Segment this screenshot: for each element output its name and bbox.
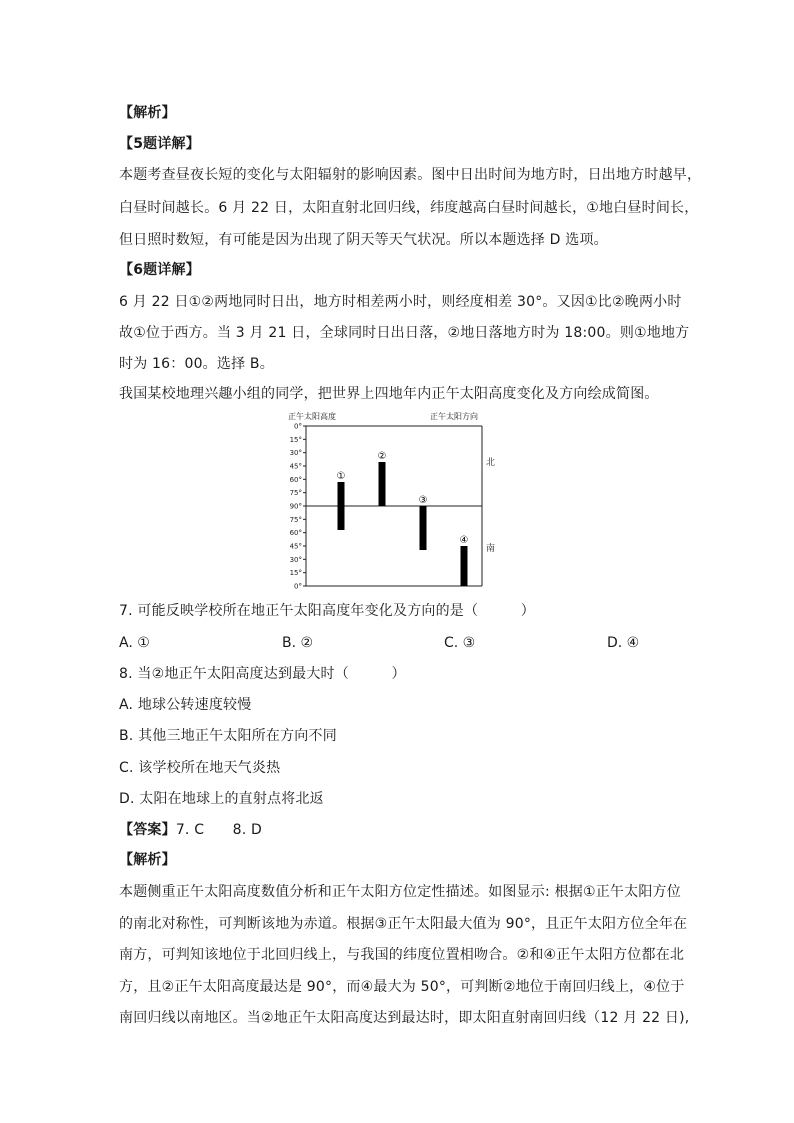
q5-text-line: 但日照时数短，有可能是因为出现了阴天等天气状况。所以本题选择 D 选项。 bbox=[119, 232, 608, 248]
answer-value: 7. C 8. D bbox=[175, 822, 262, 838]
q5-detail-heading: 【5题详解】 bbox=[119, 136, 200, 152]
y-tick-label: 0° bbox=[294, 582, 302, 591]
q8-stem: 8. 当②地正午太阳高度达到最大时（ ） bbox=[119, 666, 406, 682]
q7-option-c[interactable]: C. ③ bbox=[444, 635, 476, 651]
chart-title-left: 正午太阳高度 bbox=[288, 412, 336, 421]
q5-text-line: 白昼时间越长。6 月 22 日，太阳直射北回归线，纬度越高白昼时间越长，①地白昼时间长， bbox=[119, 200, 699, 216]
bar-label-2: ② bbox=[377, 451, 387, 462]
y-tick-label: 60° bbox=[289, 475, 302, 484]
south-label: 南 bbox=[486, 544, 496, 554]
analysis-text-line: 的南北对称性，可判断该地为赤道。根据③正午太阳最大值为 90°，且正午太阳方位全年在 bbox=[119, 916, 688, 932]
bar-4 bbox=[461, 546, 468, 586]
q7-stem: 7. 可能反映学校所在地正午太阳高度年变化及方向的是（ ） bbox=[119, 603, 536, 619]
q8-option-c[interactable]: C. 该学校所在地天气炎热 bbox=[119, 760, 281, 776]
bar-label-3: ③ bbox=[418, 495, 428, 506]
chart-title-right: 正午太阳方向 bbox=[430, 412, 478, 421]
y-tick-label: 45° bbox=[289, 542, 302, 551]
q8-option-b[interactable]: B. 其他三地正午太阳所在方向不同 bbox=[119, 728, 337, 744]
q7-option-b[interactable]: B. ② bbox=[282, 635, 314, 651]
north-label: 北 bbox=[486, 458, 496, 468]
y-tick-label: 15° bbox=[289, 435, 302, 444]
y-tick-label: 0° bbox=[294, 422, 302, 431]
bar-3 bbox=[420, 506, 427, 550]
y-tick-label: 45° bbox=[289, 462, 302, 471]
solar-altitude-figure bbox=[280, 408, 520, 592]
q8-option-a[interactable]: A. 地球公转速度较慢 bbox=[119, 697, 252, 713]
bar-label-1: ① bbox=[336, 471, 346, 482]
y-tick-label: 30° bbox=[289, 555, 302, 564]
q5-text-line: 本题考查昼夜长短的变化与太阳辐射的影响因素。图中日出时间为地方时，日出地方时越早， bbox=[119, 167, 702, 183]
y-tick-label: 90° bbox=[289, 502, 302, 511]
analysis-heading-2: 【解析】 bbox=[119, 852, 176, 868]
q7-option-d[interactable]: D. ④ bbox=[607, 635, 640, 651]
y-tick-label: 15° bbox=[289, 569, 302, 578]
bar-1 bbox=[338, 482, 345, 530]
bar-2 bbox=[379, 462, 386, 506]
q6-text-line: 时为 16：00。选择 B。 bbox=[119, 356, 274, 372]
q6-detail-heading: 【6题详解】 bbox=[119, 262, 200, 278]
y-tick-label: 30° bbox=[289, 449, 302, 458]
answer-line bbox=[119, 820, 262, 840]
bar-label-4: ④ bbox=[459, 535, 469, 546]
analysis-text-line: 南方，可判知该地位于北回归线上，与我国的纬度位置相吻合。②和④正午太阳方位都在北 bbox=[119, 947, 685, 963]
y-tick-label: 75° bbox=[289, 515, 302, 524]
y-tick-label: 60° bbox=[289, 529, 302, 538]
analysis-text-line: 南回归线以南地区。当②地正午太阳高度达到最达时，即太阳直射南回归线（12 月 22 日), bbox=[119, 1010, 690, 1026]
answer-label: 【答案】 bbox=[119, 822, 176, 838]
analysis-text-line: 方，且②正午太阳高度最达是 90°，而④最大为 50°，可判断②地位于南回归线上，④位于 bbox=[119, 979, 685, 995]
figure-intro: 我国某校地理兴趣小组的同学，把世界上四地年内正午太阳高度变化及方向绘成简图。 bbox=[119, 386, 659, 402]
q6-text-line: 6 月 22 日①②两地同时日出，地方时相差两小时，则经度相差 30°。又因①比②晚两小时 bbox=[119, 294, 682, 310]
q6-text-line: 故①位于西方。当 3 月 21 日，全球同时日出日落，②地日落地方时为 18:00。则①地地方 bbox=[119, 325, 690, 341]
analysis-heading: 【解析】 bbox=[119, 105, 176, 121]
q7-option-a[interactable]: A. ① bbox=[119, 635, 150, 651]
analysis-text-line: 本题侧重正午太阳高度数值分析和正午太阳方位定性描述。如图显示: 根据①正午太阳方位 bbox=[119, 884, 681, 900]
y-tick-label: 75° bbox=[289, 489, 302, 498]
q8-option-d[interactable]: D. 太阳在地球上的直射点将北返 bbox=[119, 791, 324, 807]
